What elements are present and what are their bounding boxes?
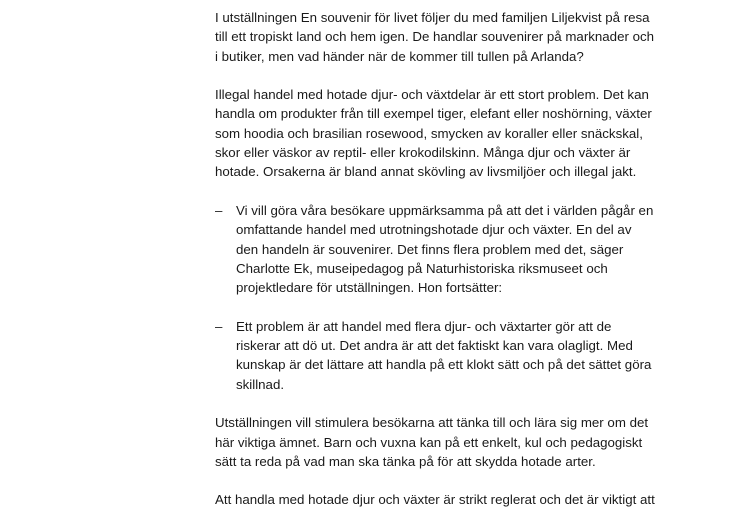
quote-dash: – — [215, 202, 223, 218]
quote-item — [215, 317, 655, 394]
article-body — [215, 8, 655, 529]
illegal-trade-paragraph: Illegal handel med hotade djur- och växtdelar är ett stort problem. Det kan handla om produkter från till exempel tiger, elefant eller noshörning, växter som hoodia och brasilian rosewood, smycken av koraller eller snäckskal, skor eller väskor av reptil- eller krokodilskinn. Många djur och växter är hotade. Orsakerna är bland annat skövling av livsmiljöer och illegal jakt. — [215, 87, 652, 180]
quote-text: Vi vill göra våra besökare uppmärksamma på att det i världen pågår en omfattande handel med utrotningshotade djur och växter. En del av den handeln är souvenirer. Det finns flera problem med det, säger Charlotte Ek, museipedagog på Naturhistoriska riksmuseet och projektledare för utställningen. Hon fortsätter: — [236, 202, 654, 296]
quote-dash: – — [215, 318, 223, 334]
regulation-paragraph: Att handla med hotade djur och växter är strikt reglerat och det är viktigt att — [215, 492, 655, 508]
quote-item — [215, 201, 655, 297]
exhibition-goal-paragraph: Utställningen vill stimulera besökarna att tänka till och lära sig mer om det här viktiga ämnet. Barn och vuxna kan på ett enkelt, kul och pedagogiskt sätt ta reda på vad man ska tänka på för att skydda hotade arter. — [215, 415, 649, 469]
intro-paragraph: I utställningen En souvenir för livet följer du med familjen Liljekvist på resa till ett tropiskt land och hem igen. De handlar souvenirer på marknader och i butiker, men vad händer när de kommer till tullen på Arlanda? — [215, 10, 655, 64]
quote-text: Ett problem är att handel med flera djur- och växtarter gör att de riskerar att dö ut. Det andra är att det faktiskt kan vara olagligt. Med kunskap är det lättare att handla på ett klokt sätt och på det sättet göra skillnad. — [236, 318, 652, 392]
